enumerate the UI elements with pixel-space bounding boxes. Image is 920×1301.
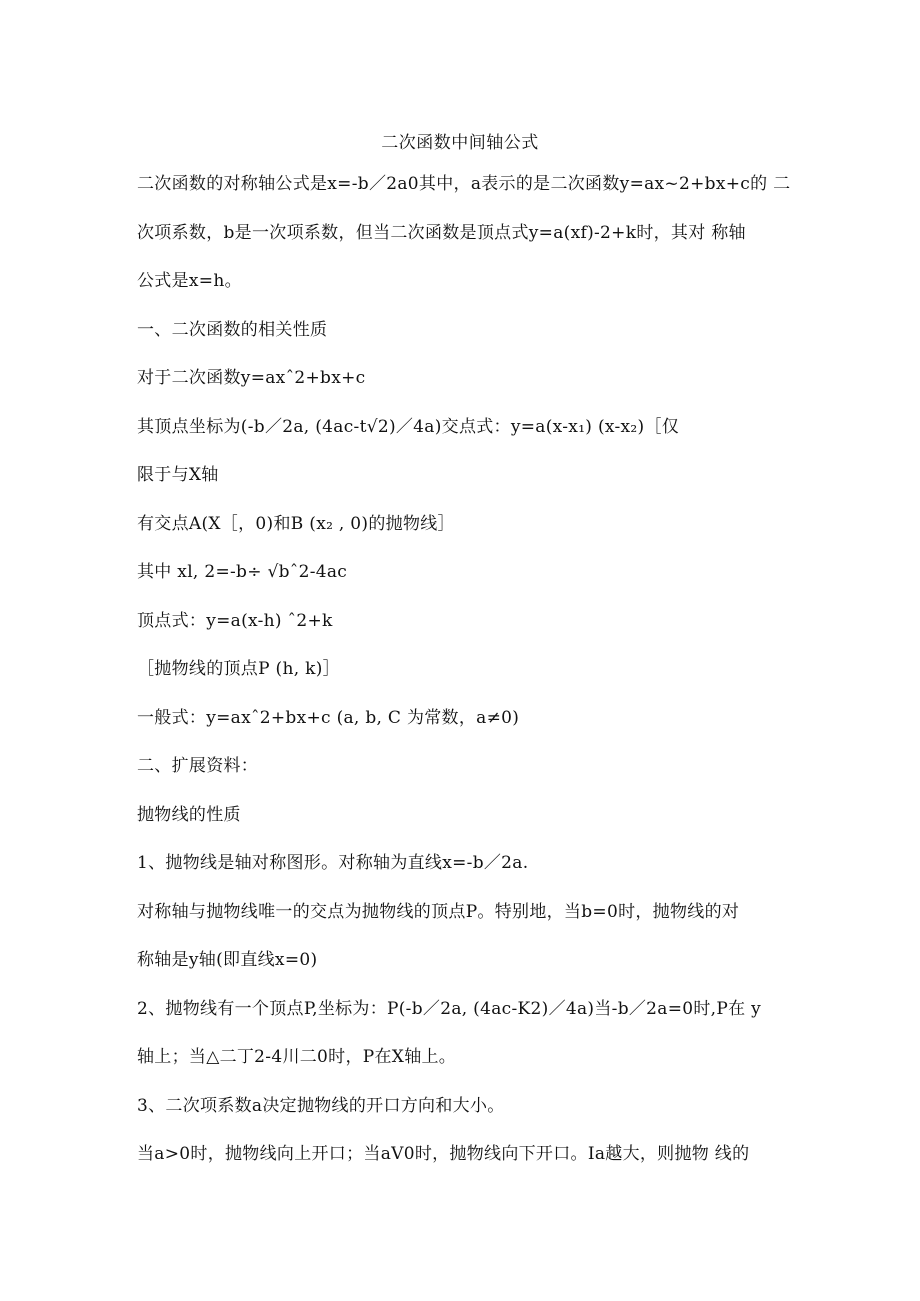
- paragraph-line-10: 顶点式：y=a(x-h) ˆ2+k: [137, 611, 333, 631]
- paragraph-line-19: 轴上；当△二丁2-4川二0时，P在X轴上。: [137, 1047, 457, 1067]
- paragraph-line-1: 二次函数的对称轴公式是x=-b／2a0其中，a表示的是二次函数y=ax~2+bx+c的 二: [137, 174, 791, 194]
- paragraph-line-18: 2、抛物线有一个顶点P,坐标为：P(-b／2a, (4ac-K2)／4a)当-b／2a=0时,P在 y: [137, 999, 762, 1019]
- paragraph-line-15: 1、抛物线是轴对称图形。对称轴为直线x=-b／2a.: [137, 853, 529, 873]
- paragraph-line-3: 公式是x=h。: [137, 271, 242, 291]
- paragraph-line-16: 对称轴与抛物线唯一的交点为抛物线的顶点P。特别地，当b=0时，抛物线的对: [137, 902, 740, 922]
- paragraph-line-8: 有交点A(X［，0)和B (x₂ , 0)的抛物线］: [137, 514, 455, 534]
- paragraph-line-6: 其顶点坐标为(-b／2a, (4ac-t√2)／4a)交点式：y=a(x-x₁) (x-x₂)［仅: [137, 417, 680, 437]
- paragraph-line-5: 对于二次函数y=axˆ2+bx+c: [137, 368, 366, 388]
- paragraph-line-20: 3、二次项系数a决定抛物线的开口方向和大小。: [137, 1096, 505, 1116]
- paragraph-line-2: 次项系数，b是一次项系数，但当二次函数是顶点式y=a(xf)-2+k时，其对 称轴: [137, 223, 746, 243]
- section-heading-1: 一、二次函数的相关性质: [137, 320, 328, 340]
- paragraph-line-12: 一般式：y=axˆ2+bx+c (a, b, C 为常数，a≠0): [137, 708, 520, 728]
- paragraph-line-21: 当a>0时，抛物线向上开口；当aV0时，抛物线向下开口。Ia越大，则抛物 线的: [137, 1144, 750, 1164]
- paragraph-line-9: 其中 xl, 2=-b÷ √bˆ2-4ac: [137, 562, 348, 582]
- paragraph-line-17: 称轴是y轴(即直线x=0): [137, 950, 318, 970]
- paragraph-line-11: ［抛物线的顶点P (h, k)］: [137, 659, 340, 679]
- paragraph-line-14: 抛物线的性质: [137, 805, 241, 825]
- section-heading-2: 二、扩展资料：: [137, 756, 259, 776]
- paragraph-line-7: 限于与X轴: [137, 465, 219, 485]
- page-title: 二次函数中间轴公式: [381, 133, 539, 153]
